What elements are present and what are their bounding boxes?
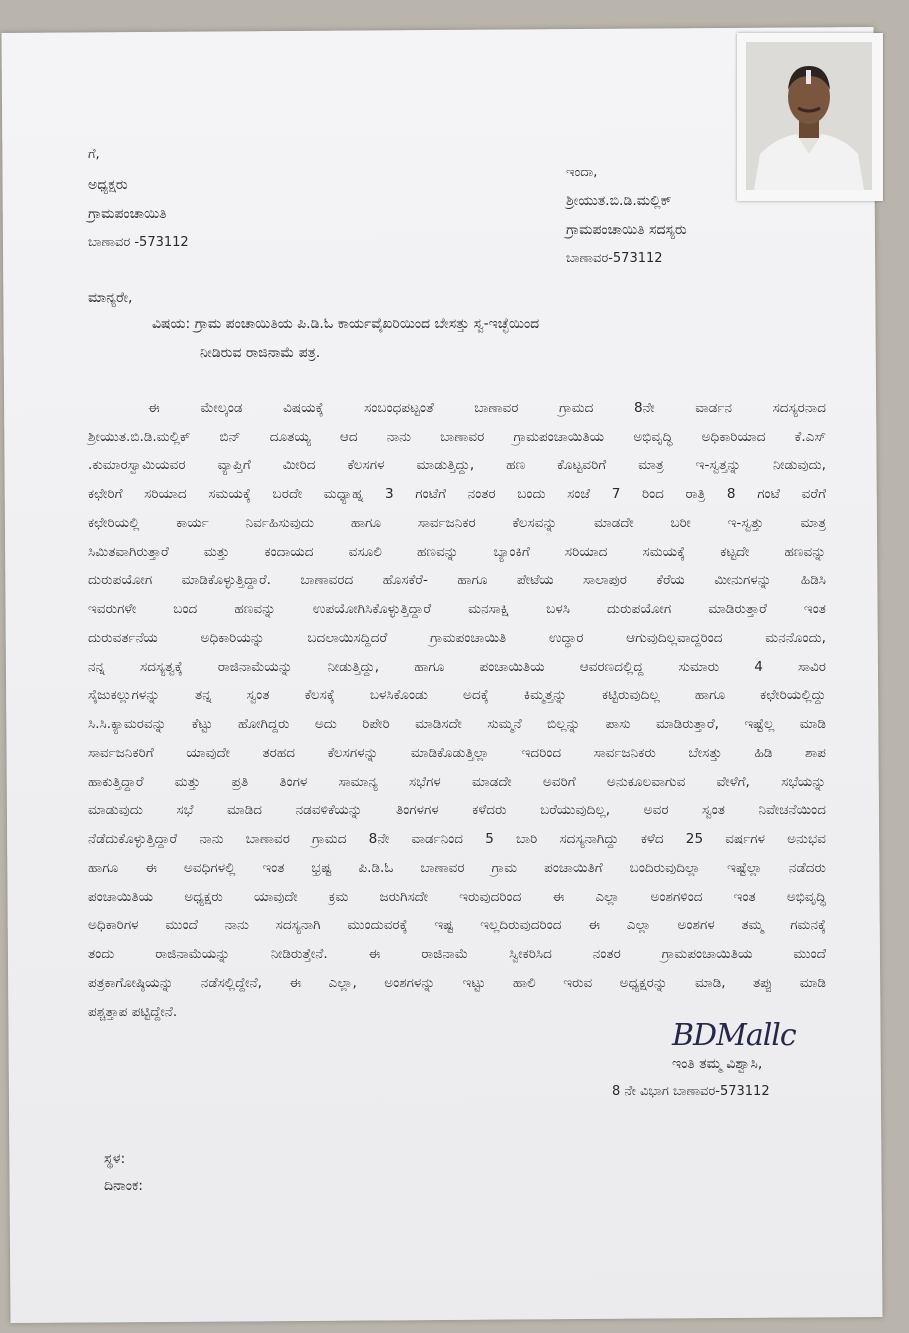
passport-photo <box>737 33 883 201</box>
body-line: ಪತ್ರಕಾಗೋಷ್ಠಿಯನ್ನು ನಡೆಸಲ್ಲಿದ್ದೇನೆ, ಈ ಎಲ್ಲಾ, ಅಂಶಗಳನ್ನು ಇಟ್ಟು ಹಾಲಿ ಇರುವ ಅಧ್ಯಕ್ಷರನ್ನು ಮಾಡಿ, ತಪ್ಪು ಮಾಡಿ <box>88 975 826 991</box>
subject-line-1: ವಿಷಯ: ಗ್ರಾಮ ಪಂಚಾಯಿತಿಯ ಪಿ.ಡಿ.ಓ ಕಾರ್ಯವೈಖರಿಯಿಂದ ಬೇಸತ್ತು ಸ್ವ-ಇಚ್ಛೆಯಿಂದ <box>152 316 540 332</box>
from-name: ಶ್ರೀಯುತ.ಬಿ.ಡಿ.ಮಲ್ಲಿಕ್ <box>566 193 672 209</box>
body-line: ಸಾರ್ವಜನಿಕರಿಗೆ ಯಾವುದೇ ತರಹದ ಕೆಲಸಗಳನ್ನು ಮಾಡಿಕೊಡುತ್ತಿಲ್ಲಾ ಇದರಿಂದ ಸಾರ್ವಜನಿಕರು ಬೇಸತ್ತು ಹಿಡಿ ಶಾಪ <box>88 745 826 761</box>
body-line: ಹಾಗೂ ಈ ಅವಧಿಗಳಲ್ಲಿ ಇಂತ ಭ್ರಷ್ಟ ಪಿ.ಡಿ.ಓ ಬಾಣಾವರ ಗ್ರಾಮ ಪಂಚಾಯಿತಿಗೆ ಬಂದಿರುವುದಿಲ್ಲಾ ಇಷ್ಟೆಲ್ಲಾ ನಡೆದರು <box>88 860 826 876</box>
body-line: ಈ ಮೇಲ್ಕಂಡ ವಿಷಯಕ್ಕೆ ಸಂಬಂಧಪಟ್ಟಂತೆ ಬಾಣಾವರ ಗ್ರಾಮದ 8ನೇ ವಾರ್ಡನ ಸದಸ್ಯರನಾದ <box>148 400 826 416</box>
from-role: ಗ್ರಾಮಪಂಚಾಯಿತಿ ಸದಸ್ಯರು <box>566 222 687 238</box>
body-line: .ಕುಮಾರಸ್ವಾಮಿಯವರ ವ್ಯಾಪ್ತಿಗೆ ಮೀರಿದ ಕೆಲಸಗಳ ಮಾಡುತ್ತಿದ್ದು, ಹಣ ಕೊಟ್ಟವರಿಗೆ ಮಾತ್ರ ಇ-ಸ್ವತ್ತನ್ನು ನೀಡುವುದು, <box>88 457 826 473</box>
body-line: ಮಾಡುವುದು ಸಭೆ ಮಾಡಿದ ನಡವಳಿಕೆಯನ್ನು ತಿಂಗಳಗಳ ಕಳೆದರು ಬರೆಯುವುದಿಲ್ಲ, ಅವರ ಸ್ವಂತ ನಿವೇಚನೆಯಿಂದ <box>88 802 826 818</box>
body-line: ದುರುವರ್ತನೆಯ ಅಧಿಕಾರಿಯನ್ನು ಬದಲಾಯಿಸದ್ದಿದರೆ ಗ್ರಾಮಪಂಚಾಯಿತಿ ಉದ್ಧಾರ ಆಗುವುದಿಲ್ಲವಾದ್ದರಿಂದ ಮನನೊಂದು, <box>88 630 826 646</box>
body-line: ಸಿ.ಸಿ.ಕ್ಯಾಮರವನ್ನು ಕೆಟ್ಟು ಹೋಗಿದ್ದರು ಅದು ರಿಪೇರಿ ಮಾಡಿಸದೇ ಸುಮ್ಮನೆ ಬಿಲ್ಲನ್ನು ಪಾಸು ಮಾಡಿರುತ್ತಾರೆ, ಇಷ್ಟೆಲ್ಲ ಮಾಡಿ <box>88 716 826 732</box>
to-office: ಗ್ರಾಮಪಂಚಾಯಿತಿ <box>88 206 167 222</box>
body-line: ಕಛೇರಿಗೆ ಸರಿಯಾದ ಸಮಯಕ್ಕೆ ಬರದೇ ಮಧ್ಯಾಹ್ನ 3 ಗಂಟೆಗೆ ನಂತರ ಬಂದು ಸಂಜೆ 7 ರಿಂದ ರಾತ್ರಿ 8 ಗಂಟೆ ವರೆಗೆ <box>88 486 826 502</box>
from-place: ಬಾಣಾವರ-573112 <box>566 251 663 266</box>
to-salutation: ಗೆ, <box>88 147 100 162</box>
handwritten-signature: BDMallc <box>672 1018 796 1053</box>
portrait-image <box>746 42 872 190</box>
body-line: ಇವರುಗಳೇ ಬಂದ ಹಣವನ್ನು ಉಪಯೋಗಿಸಿಕೊಳ್ಳುತ್ತಿದ್ದಾರೆ ಮನಸಾಕ್ಷಿ ಬಳಸಿ ದುರುಪಯೋಗ ಮಾಡಿರುತ್ತಾರೆ ಇಂತ <box>88 601 826 617</box>
date-label: ದಿನಾಂಕ: <box>104 1178 143 1194</box>
body-line: ನನ್ನ ಸದಸ್ಯತ್ವಕ್ಕೆ ರಾಜಿನಾಮೆಯನ್ನು ನೀಡುತ್ತಿದ್ದು, ಹಾಗೂ ಪಂಚಾಯಿತಿಯ ಆವರಣದಲ್ಲಿದ್ದ ಸುಮಾರು 4 ಸಾವಿರ <box>88 659 826 675</box>
from-label: ಇಂದಾ, <box>566 165 598 180</box>
body-line: ಕಛೇರಿಯಲ್ಲಿ ಕಾರ್ಯ ನಿರ್ವಹಿಸುವುದು ಹಾಗೂ ಸಾರ್ವಜನಿಕರ ಕೆಲಸವನ್ನು ಮಾಡದೇ ಬರೀ ಇ-ಸ್ವತ್ತು ಮಾತ್ರ <box>88 515 826 531</box>
to-place: ಬಾಣಾವರ -573112 <box>88 235 189 250</box>
body-line: ಹಾಕುತ್ತಿದ್ದಾರೆ ಮತ್ತು ಪ್ರತಿ ತಿಂಗಳ ಸಾಮಾನ್ಯ ಸಭೆಗಳ ಮಾಡದೇ ಅವರಿಗೆ ಅನುಕೂಲವಾಗುವ ವೇಳೆಗೆ, ಸಭೆಯನ್ನು <box>88 774 826 790</box>
portrait-figure <box>746 42 872 190</box>
closing-text: ಇಂತಿ ತಮ್ಮ ವಿಶ್ವಾಸಿ, <box>672 1056 763 1072</box>
subject-line-2: ನೀಡಿರುವ ರಾಜಿನಾಮೆ ಪತ್ರ. <box>200 345 321 361</box>
body-line: ದುರುಪಯೋಗ ಮಾಡಿಕೊಳ್ಳುತ್ತಿದ್ದಾರೆ. ಬಾಣಾವರದ ಹೊಸಕೆರೆ- ಹಾಗೂ ಪೇಟೆಯ ಸಾಲಾಪುರ ಕೆರೆಯ ಮೀನುಗಳನ್ನು ಹಿಡಿಸಿ <box>88 572 826 588</box>
body-line: ಅಧಿಕಾರಿಗಳ ಮುಂದೆ ನಾನು ಸದಸ್ಯನಾಗಿ ಮುಂದುವರಕ್ಕೆ ಇಷ್ಟ ಇಲ್ಲದಿರುವುದರಿಂದ ಈ ಎಲ್ಲಾ ಅಂಶಗಳ ತಮ್ಮ ಗಮನಕ್ಕೆ <box>88 917 826 933</box>
body-line: ಸಿಮಿತವಾಗಿರುತ್ತಾರೆ ಮತ್ತು ಕಂದಾಯದ ವಸೂಲಿ ಹಣವನ್ನು ಬ್ಯಾಂಕಿಗೆ ಸರಿಯಾದ ಸಮಯಕ್ಕೆ ಕಟ್ಟದೇ ಹಣವನ್ನು <box>88 544 826 560</box>
body-line: ತಂದು ರಾಜಿನಾಮೆಯನ್ನು ನೀಡಿರುತ್ತೇನೆ. ಈ ರಾಜಿನಾಮೆ ಸ್ವೀಕರಿಸಿದ ನಂತರ ಗ್ರಾಮಪಂಚಾಯಿತಿಯ ಮುಂದೆ <box>88 946 826 962</box>
body-line: ಪಶ್ಚತ್ತಾಪ ಪಟ್ಟಿದ್ದೇನೆ. <box>88 1004 178 1020</box>
body-line: ಶ್ರೀಯುತ.ಬಿ.ಡಿ.ಮಲ್ಲಿಕ್ ಬಿನ್ ದೂತಯ್ಯ ಆದ ನಾನು ಬಾಣಾವರ ಗ್ರಾಮಪಂಚಾಯಿತಿಯ ಅಭಿವೃದ್ಧಿ ಅಧಿಕಾರಿಯಾದ ಕೆ.ಎಸ್ <box>88 429 826 445</box>
greeting: ಮಾನ್ಯರೇ, <box>88 290 133 306</box>
to-designation: ಅಧ್ಯಕ್ಷರು <box>88 177 128 193</box>
place-label: ಸ್ಥಳ: <box>104 1151 126 1167</box>
body-line: ಸೈಜುಕಲ್ಲುಗಳನ್ನು ತನ್ನ ಸ್ವಂತ ಕೆಲಸಕ್ಕೆ ಬಳಸಿಕೊಂಡು ಅದಕ್ಕೆ ಕಿಮ್ಮತ್ತನ್ನು ಕಟ್ಟಿರುವುದಿಲ್ಲ ಹಾಗೂ ಕಛೇರಿಯಲ್ಲಿದ್ದು <box>88 687 826 703</box>
body-line: ನೆಡೆದುಕೊಳ್ಳುತ್ತಿದ್ದಾರೆ ನಾನು ಬಾಣಾವರ ಗ್ರಾಮದ 8ನೇ ವಾರ್ಡನಿಂದ 5 ಬಾರಿ ಸದಸ್ಯನಾಗಿದ್ದು ಕಳೆದ 25 ವರ್ಷಗಳ ಅನುಭವ <box>88 831 826 847</box>
body-line: ಪಂಚಾಯಿತಿಯ ಅಧ್ಯಕ್ಷರು ಯಾವುದೇ ಕ್ರಮ ಜರುಗಿಸದೇ ಇರುವುದರಿಂದ ಈ ಎಲ್ಲಾ ಅಂಶಗಳಿಂದ ಇಂತ ಅಭಿವೃದ್ಧಿ <box>88 889 826 905</box>
ward-text: 8 ನೇ ವಿಭಾಗ ಬಾಣಾವರ-573112 <box>612 1084 770 1099</box>
